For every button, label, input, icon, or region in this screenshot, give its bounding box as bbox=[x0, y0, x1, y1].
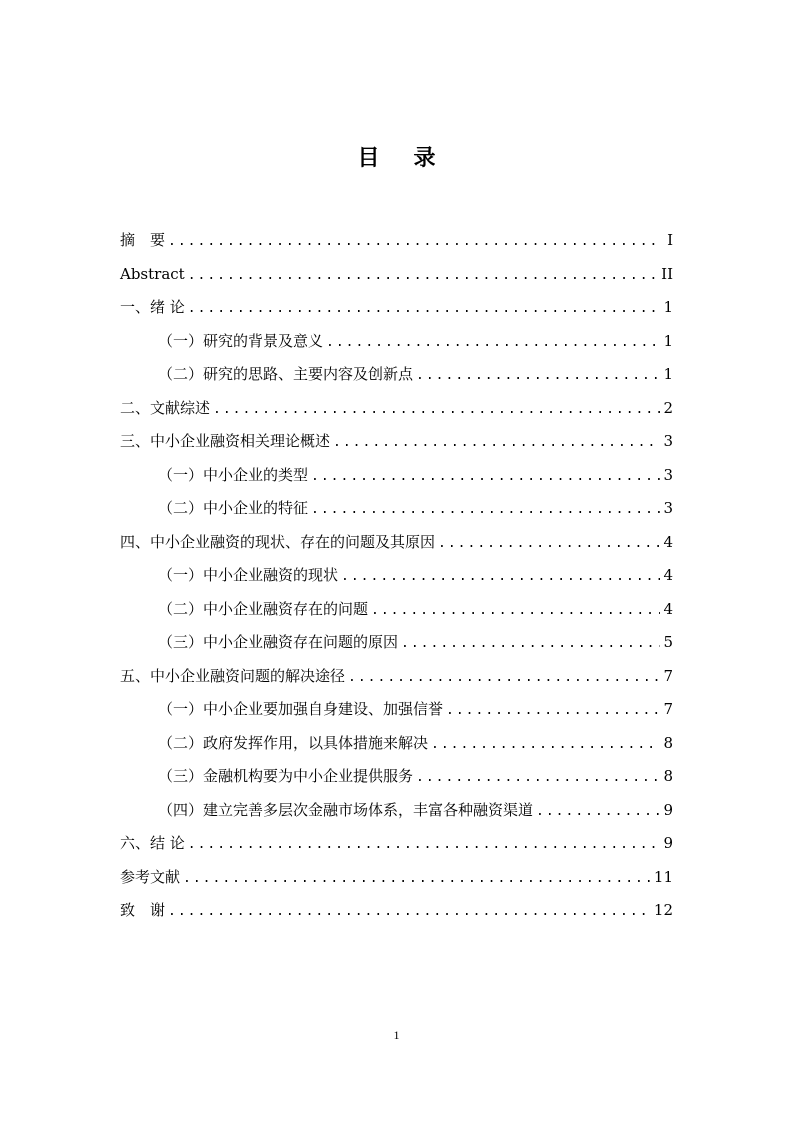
toc-entry[interactable] bbox=[120, 861, 673, 895]
toc-entry[interactable] bbox=[120, 358, 673, 392]
toc-dot-leader bbox=[183, 862, 651, 896]
toc-entry-page-number: 11 bbox=[653, 867, 673, 886]
toc-dot-leader bbox=[326, 326, 660, 360]
toc-entry-page-number: 5 bbox=[663, 633, 673, 651]
toc-entry-page-number: 9 bbox=[663, 834, 673, 852]
toc-dot-leader bbox=[416, 359, 660, 393]
toc-entry[interactable] bbox=[120, 894, 673, 928]
toc-entry-label: （一）中小企业融资的现状 bbox=[158, 566, 339, 584]
toc-entry-page-number: II bbox=[661, 264, 673, 283]
toc-entry[interactable] bbox=[120, 727, 673, 761]
toc-entry-label: （三）中小企业融资存在问题的原因 bbox=[158, 633, 399, 651]
toc-entry[interactable] bbox=[120, 693, 673, 727]
toc-entry-label: （二）中小企业融资存在的问题 bbox=[158, 599, 369, 618]
toc-entry[interactable] bbox=[120, 526, 673, 560]
toc-dot-leader bbox=[438, 527, 660, 561]
toc-entry-page-number: 1 bbox=[663, 365, 673, 383]
toc-entry-page-number: 4 bbox=[663, 599, 673, 618]
toc-entry[interactable] bbox=[120, 794, 673, 828]
toc-entry-label: （四）建立完善多层次金融市场体系，丰富各种融资渠道 bbox=[158, 800, 534, 819]
toc-entry-page-number: 3 bbox=[663, 499, 673, 517]
toc-dot-leader bbox=[168, 225, 662, 259]
toc-dot-leader bbox=[431, 728, 660, 762]
toc-entry-label: 致 谢 bbox=[120, 901, 166, 919]
toc-entry-label: （一）中小企业的类型 bbox=[158, 465, 309, 484]
toc-entry-page-number: 4 bbox=[663, 532, 673, 551]
toc-entry-page-number: 1 bbox=[663, 331, 673, 350]
toc-dot-leader bbox=[401, 627, 660, 661]
toc-entry[interactable] bbox=[120, 593, 673, 627]
toc-entry-page-number: 4 bbox=[663, 566, 673, 584]
toc-entry-page-number: 7 bbox=[663, 666, 673, 685]
toc-dot-leader bbox=[311, 460, 660, 494]
toc-entry[interactable] bbox=[120, 224, 673, 258]
toc-entry-label: 六、结 论 bbox=[120, 834, 185, 852]
toc-entry[interactable] bbox=[120, 425, 673, 459]
toc-entry-label: 参考文献 bbox=[120, 867, 181, 886]
toc-entry-label: 四、中小企业融资的现状、存在的问题及其原因 bbox=[120, 532, 436, 551]
toc-entry-label: （一）中小企业要加强自身建设、加强信誉 bbox=[158, 700, 444, 718]
toc-entry[interactable] bbox=[120, 492, 673, 526]
toc-entry[interactable] bbox=[120, 626, 673, 660]
toc-entry-page-number: 3 bbox=[663, 432, 673, 450]
toc-entry-page-number: 8 bbox=[663, 733, 673, 752]
toc-entry-label: Abstract bbox=[120, 264, 185, 283]
toc-entry-label: 一、绪 论 bbox=[120, 298, 185, 316]
table-of-contents bbox=[120, 224, 673, 928]
toc-entry-label: 摘 要 bbox=[120, 231, 166, 249]
toc-entry-label: （二）研究的思路、主要内容及创新点 bbox=[158, 365, 414, 383]
toc-entry-label: （二）政府发挥作用，以具体措施来解决 bbox=[158, 733, 429, 752]
toc-dot-leader bbox=[333, 426, 660, 460]
toc-entry-page-number: 9 bbox=[663, 800, 673, 819]
toc-entry[interactable] bbox=[120, 660, 673, 694]
toc-entry-page-number: 1 bbox=[663, 298, 673, 316]
toc-entry[interactable] bbox=[120, 392, 673, 426]
page-number: 1 bbox=[393, 1028, 400, 1042]
toc-dot-leader bbox=[311, 493, 660, 527]
toc-entry-page-number: I bbox=[667, 231, 673, 249]
toc-dot-leader bbox=[341, 560, 660, 594]
toc-dot-leader bbox=[213, 393, 660, 427]
toc-dot-leader bbox=[188, 828, 661, 862]
toc-entry[interactable] bbox=[120, 459, 673, 493]
toc-dot-leader bbox=[348, 661, 660, 695]
toc-entry[interactable] bbox=[120, 827, 673, 861]
toc-entry[interactable] bbox=[120, 559, 673, 593]
toc-entry-page-number: 2 bbox=[663, 398, 673, 417]
toc-entry-page-number: 12 bbox=[653, 901, 673, 919]
toc-entry-label: 三、中小企业融资相关理论概述 bbox=[120, 432, 331, 450]
toc-dot-leader bbox=[188, 292, 661, 326]
toc-entry-page-number: 3 bbox=[663, 465, 673, 484]
toc-entry-label: （一）研究的背景及意义 bbox=[158, 331, 324, 350]
toc-entry[interactable] bbox=[120, 258, 673, 292]
toc-dot-leader bbox=[188, 259, 658, 293]
toc-entry[interactable] bbox=[120, 325, 673, 359]
toc-entry-label: 二、文献综述 bbox=[120, 398, 211, 417]
toc-entry-label: （三）金融机构要为中小企业提供服务 bbox=[158, 767, 414, 785]
toc-dot-leader bbox=[416, 761, 660, 795]
toc-entry-page-number: 7 bbox=[663, 700, 673, 718]
toc-entry[interactable] bbox=[120, 291, 673, 325]
toc-entry-label: （二）中小企业的特征 bbox=[158, 499, 309, 517]
toc-entry-label: 五、中小企业融资问题的解决途径 bbox=[120, 666, 346, 685]
toc-dot-leader bbox=[446, 694, 660, 728]
toc-dot-leader bbox=[536, 795, 660, 829]
toc-dot-leader bbox=[168, 895, 651, 929]
toc-dot-leader bbox=[371, 594, 660, 628]
toc-entry[interactable] bbox=[120, 760, 673, 794]
page-title: 目录 bbox=[357, 146, 470, 171]
toc-entry-page-number: 8 bbox=[663, 767, 673, 785]
